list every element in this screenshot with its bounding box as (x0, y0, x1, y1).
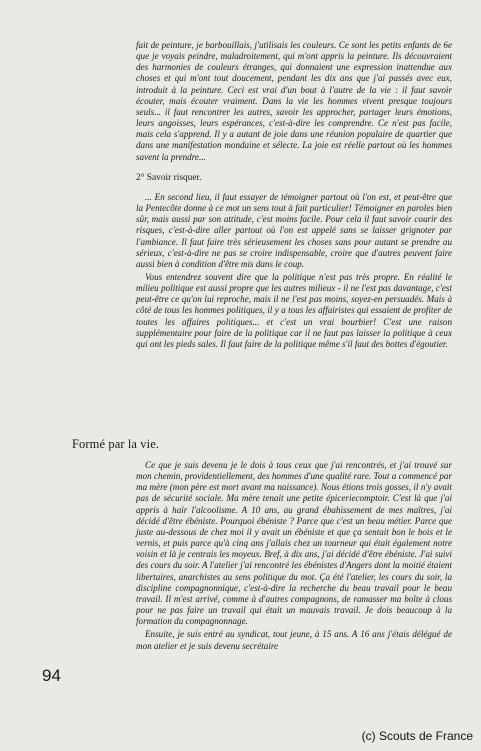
paragraph: fait de peinture, je barbouillais, j'utilisais les couleurs. Ce sont les petits enfants de 6e que je voyais peindre, maladroitement, qui m'ont appris la peinture. Ils découvraient des harmonies de couleurs étranges, qui donnaient une expression inattendue aux choses et qui m'ont tout doucement, pendant les dix ans que j'ai passés avec eux, introduit à la peinture. Ceci est vrai d'un bout à l'autre de la vie : il faut savoir écouter, mais écouter vraiment. Dans la vie les hommes vivent presque toujours seuls... il faut rencontrer les autres, savoir les approcher, partager leurs émotions, leurs angoisses, leurs espérances, c'est-à-dire les comprendre. Ce n'est pas facile, mais cela s'apprend. Il y a autant de joie dans une réunion populaire de quartier que dans une manifestation mondaine et sélecte. La joie est réelle partout où les hommes savent la prendre... (136, 40, 452, 162)
page-number: 94 (42, 666, 61, 685)
section-heading: Formé par la vie. (72, 437, 160, 451)
paragraph: Ensuite, je suis entré au syndicat, tout jeune, à 15 ans. A 16 ans j'étais délégué de mon atelier et je suis devenu secrétaire (136, 629, 452, 651)
text-block-bottom (136, 460, 452, 652)
paragraph: Ce que je suis devenu je le dois à tous ceux que j'ai rencontrés, et j'ai trouvé sur mon chemin, providentiellement, des hommes d'une qualité rare. Tout a commencé par ma mère (mon père est mort avant ma naissance). Nous étions trois gosses, il n'y avait pas de sécurité sociale. Ma mère tenait une petite épiceriecomptoir. C'est là que j'ai appris à haïr l'alcoolisme. A 10 ans, au grand ébahissement de mes maîtres, j'ai décidé d'être ébéniste. Pourquoi ébéniste ? Parce que c'est un beau métier. Parce que juste au-dessous de chez moi il y avait un ébéniste et que ça sentait bon le bois et le vernis, et puis parce qu'à cinq ans j'allais chez un tourneur qui était également notre voisin et là je centrais les moyeux. Bref, à dix ans, j'ai décidé d'être ébéniste. J'ai suivi des cours du soir. A l'atelier j'ai rencontré les ébénistes d'Angers dont la moitié étaient libertaires, anarchistes au sens politique du mot. Ça été l'atelier, les cours du soir, la discipline compagnonnique, c'est-à-dire la recherche du beau travail pour le beau travail. Il m'est arrivé, comme à d'autres compagnons, de ramasser ma boîte à clous pour ne pas faire un travail qui était un mauvais travail. Je dois beaucoup à la formation du compagnonnage. (136, 460, 452, 627)
paragraph: ... En second lieu, il faut essayer de témoigner partout où l'on est, et peut-être que la Pentecôte donne à ce mot un sens tout à fait particulier! Témoigner en paroles bien sûr, mais aussi par son attitude, c'est moins facile. Pour cela il faut savoir courir des risques, c'est-à-dire aller partout où l'on est appelé sans se laisser grignoter par l'ambiance. Il faut faire très sérieusement les choses sans pour autant se prendre au sérieux, c'est-à-dire ne pas se croire indispensable, croire que d'autres peuvent faire aussi bien à condition d'être mis dans le coup. (136, 191, 452, 269)
text-block-top (136, 40, 452, 350)
subheading: 2° Savoir risquer. (136, 172, 202, 183)
copyright-credit: (c) Scouts de France (361, 729, 473, 743)
paragraph: Vous entendrez souvent dire que la politique n'est pas très propre. En réalité le milieu politique est aussi propre que les autres milieux - il ne l'est pas davantage, c'est peut-être ce qu'on lui reproche, mais il ne l'est pas moins, soyez-en persuadés. Mais à côté de tous les hommes politiques, il y a tous les affairistes qui essaient de profiter de toutes les affaires politiques... et c'est un vrai bourbier! C'est une raison supplémentaire pour faire de la politique car il ne faut pas laisser la politique à ceux qui ont les pieds sales. Il faut faire de la politique même s'il faut des bottes d'égoutier. (136, 271, 452, 349)
